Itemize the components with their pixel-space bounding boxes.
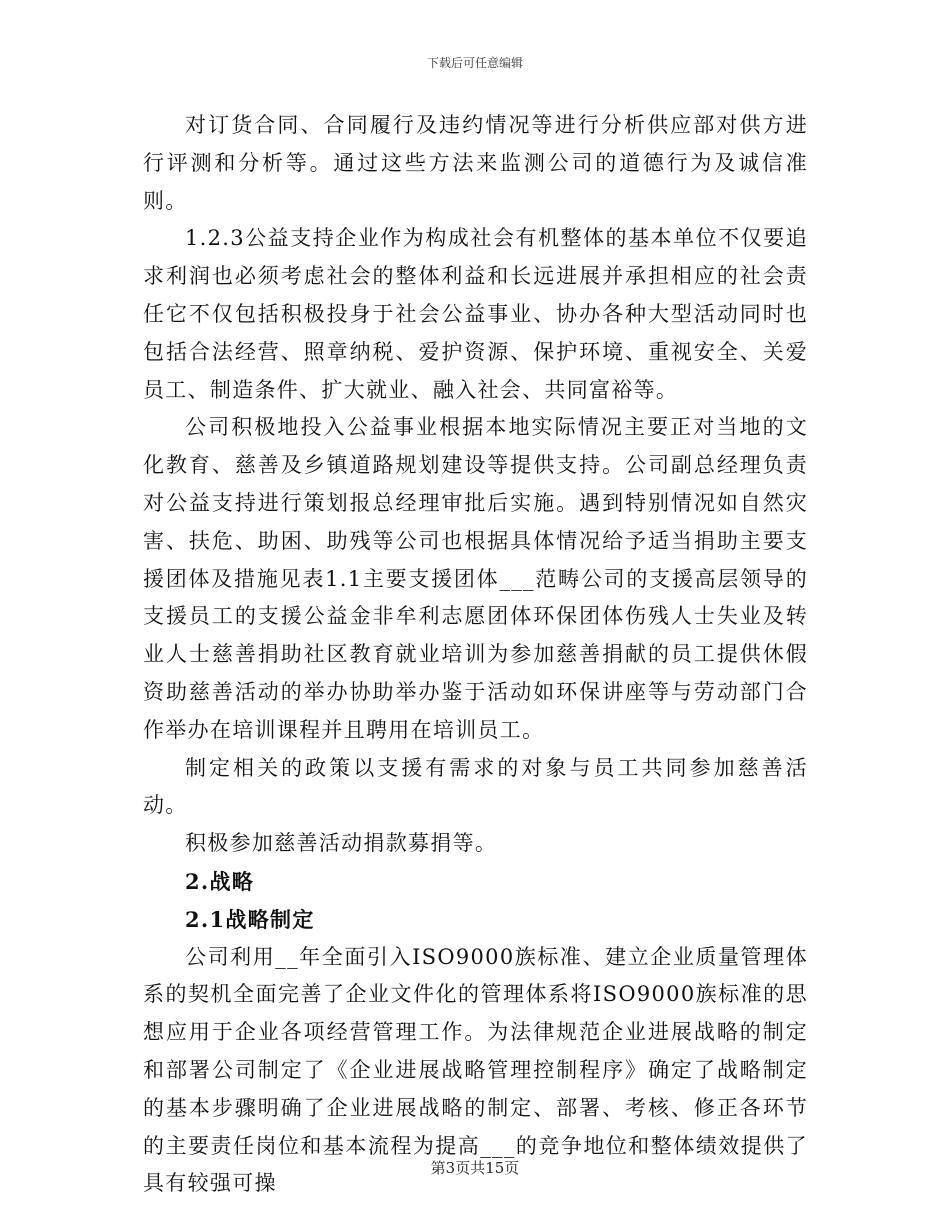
paragraph-strategy-formulation: 公司利用__年全面引入ISO9000族标准、建立企业质量管理体系的契机全面完善了企业文件化的管理体系将ISO9000族标准的思想应用于企业各项经营管理工作。为法律规范企业进展战略的制定和部署公司制定了《企业进展战略管理控制程序》确定了战略制定的基本步骤明确了企业进展战略的制定、部署、考核、修正各环节的主要责任岗位和基本流程为提高___的竞争地位和整体绩效提供了具有较强可操 — [143, 944, 808, 1196]
section-heading-strategy: 2.战略 — [185, 868, 255, 894]
subsection-heading-strategy-formulation: 2.1战略制定 — [185, 906, 315, 932]
paragraph-public-welfare-investment: 公司积极地投入公益事业根据本地实际情况主要正对当地的文化教育、慈善及乡镇道路规划建设等提供支持。公司副总经理负责对公益支持进行策划报总经理审批后实施。遇到特别情况如自然灾害、扶危、助困、助残等公司也根据具体情况给予适当捐助主要支援团体及措施见表1.1主要支援团体___范畴公司的支援高层领导的支援员工的支援公益金非牟利志愿团体环保团体伤残人士失业及转业人士慈善捐助社区教育就业培训为参加慈善捐献的员工提供休假资助慈善活动的举办协助举办鉴于活动如环保讲座等与劳动部门合作举办在培训课程并且聘用在培训员工。 — [143, 415, 808, 742]
paragraph-supplier-evaluation: 对订货合同、合同履行及违约情况等进行分析供应部对供方进行评测和分析等。通过这些方法来监测公司的道德行为及诚信准则。 — [143, 113, 808, 213]
paragraph-public-welfare-support: 1.2.3公益支持企业作为构成社会有机整体的基本单位不仅要追求利润也必须考虑社会的整体利益和长远进展并承担相应的社会责任它不仅包括积极投身于社会公益事业、协办各种大型活动同时也包括合法经营、照章纳税、爱护资源、保护环境、重视安全、关爱员工、制造条件、扩大就业、融入社会、共同富裕等。 — [143, 226, 808, 402]
page-header: 下载后可任意编辑 — [426, 56, 523, 70]
document-body — [143, 107, 808, 1203]
page-number: 第3页共15页 — [430, 1159, 520, 1177]
paragraph-donation: 积极参加慈善活动捐款募捐等。 — [185, 831, 498, 856]
paragraph-policy: 制定相关的政策以支援有需求的对象与员工共同参加慈善活动。 — [143, 755, 808, 818]
